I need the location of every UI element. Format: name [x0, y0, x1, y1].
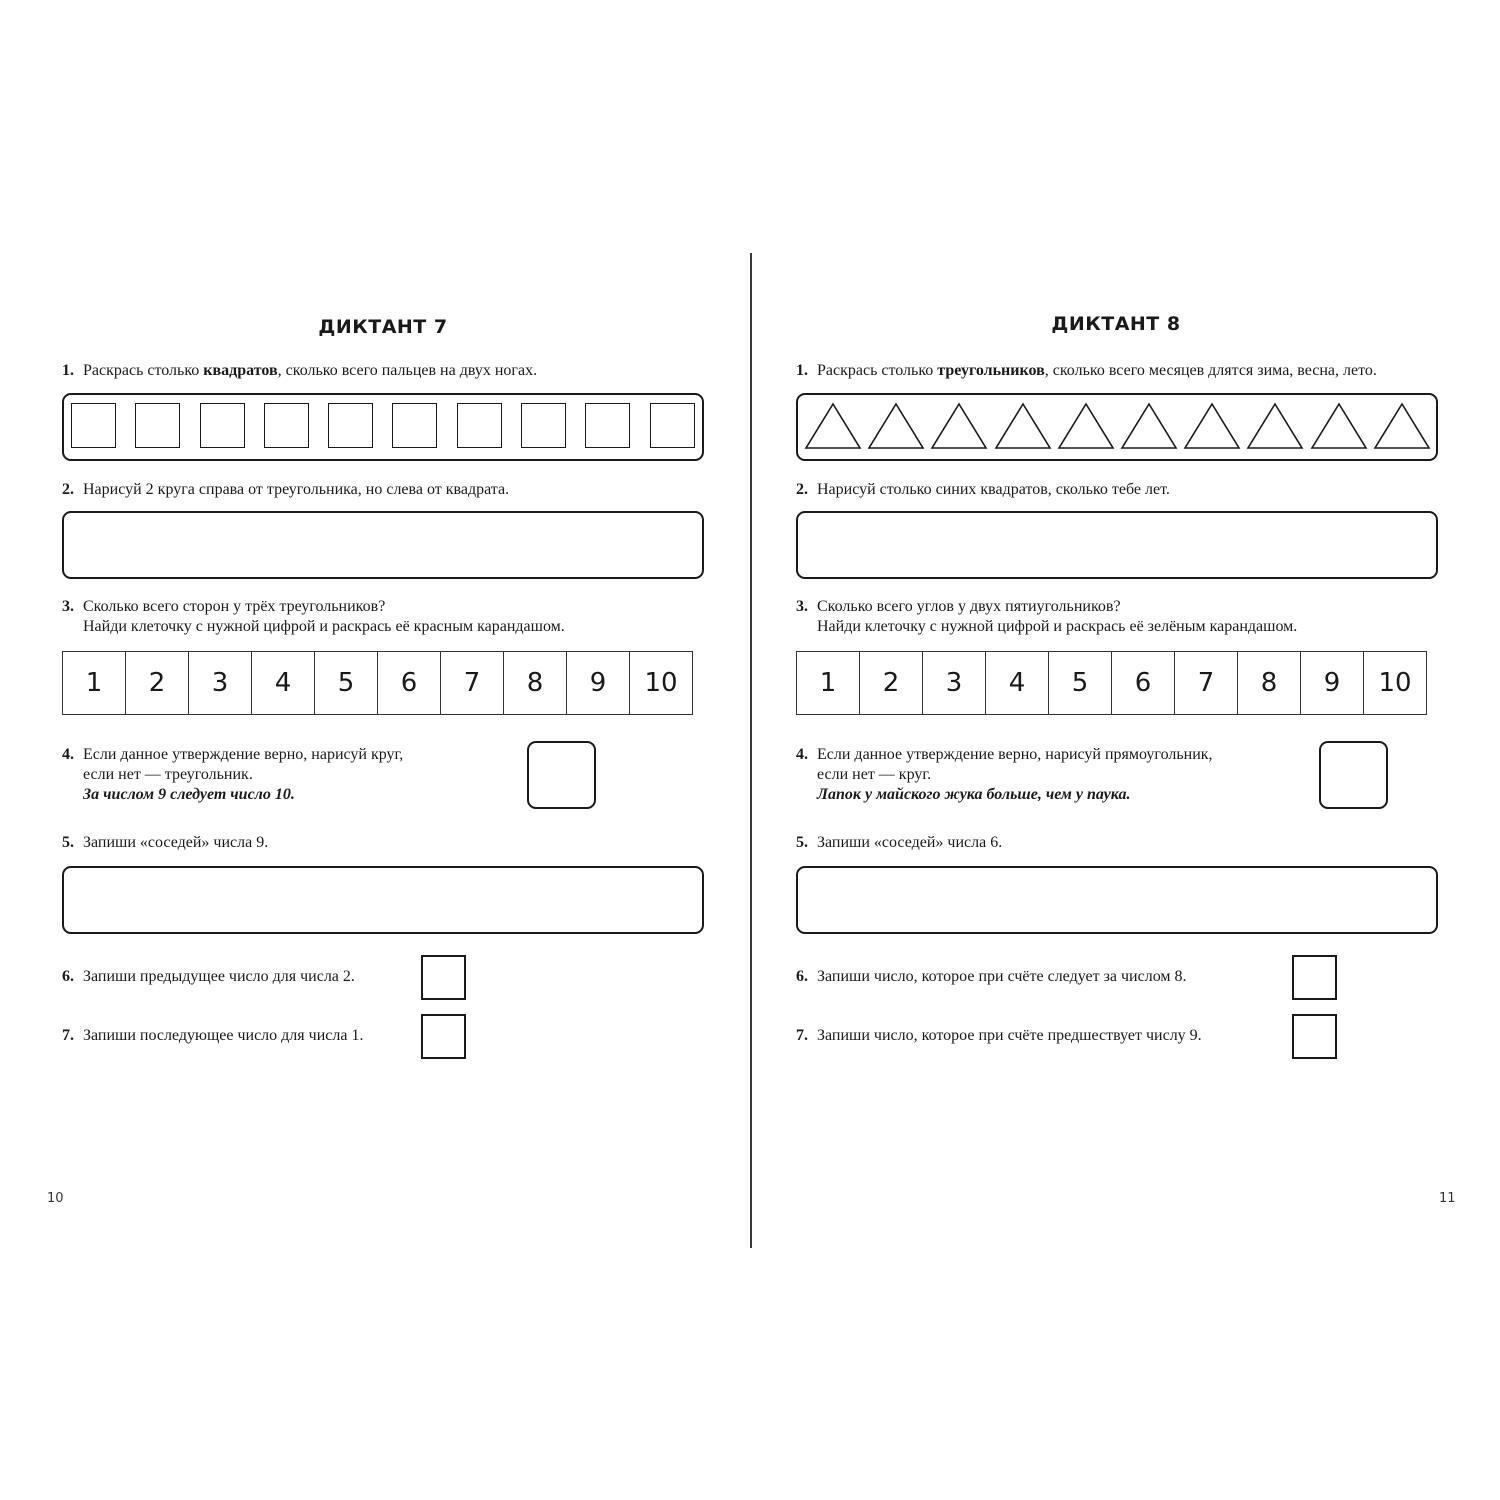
left-q1-text-pre: Раскрась столько — [83, 362, 204, 379]
left-q4-number: 4. — [62, 746, 74, 763]
number-cell[interactable]: 6 — [1112, 652, 1175, 714]
left-q6-answer-box[interactable] — [421, 955, 466, 1000]
left-q2-answer-box[interactable] — [62, 511, 704, 579]
left-q1-squares — [71, 403, 695, 448]
left-q6-text: Запиши предыдущее число для числа 2. — [83, 968, 355, 985]
left-q6 — [62, 967, 355, 987]
page-divider — [750, 253, 752, 1248]
right-q2 — [796, 480, 1170, 500]
number-cell[interactable]: 10 — [630, 652, 693, 714]
colorable-square[interactable] — [650, 403, 695, 448]
colorable-square[interactable] — [457, 403, 502, 448]
colorable-triangle[interactable] — [994, 402, 1052, 450]
left-q4-statement: За числом 9 следует число 10. — [83, 786, 295, 803]
colorable-triangle[interactable] — [1246, 402, 1304, 450]
left-q2 — [62, 480, 509, 500]
colorable-square[interactable] — [264, 403, 309, 448]
right-q1-text-bold: треугольников — [937, 362, 1045, 379]
right-q1-number: 1. — [796, 362, 808, 379]
colorable-square[interactable] — [135, 403, 180, 448]
right-q1-triangles — [804, 402, 1431, 450]
left-q3-line1: Сколько всего сторон у трёх треугольников? — [83, 598, 386, 615]
left-q3-number-strip — [62, 651, 693, 715]
colorable-square[interactable] — [392, 403, 437, 448]
left-q1-number: 1. — [62, 362, 74, 379]
right-q5-answer-box[interactable] — [796, 866, 1438, 934]
colorable-triangle[interactable] — [1120, 402, 1178, 450]
left-q7-text: Запиши последующее число для числа 1. — [83, 1027, 364, 1044]
right-page-title: ДИКТАНТ 8 — [1051, 313, 1181, 335]
right-q2-text: Нарисуй столько синих квадратов, сколько тебе лет. — [817, 481, 1170, 498]
number-cell[interactable]: 6 — [378, 652, 441, 714]
right-q7-answer-box[interactable] — [1292, 1014, 1337, 1059]
left-q7-number: 7. — [62, 1027, 74, 1044]
right-q6-number: 6. — [796, 968, 808, 985]
left-page-title: ДИКТАНТ 7 — [318, 316, 448, 338]
number-cell[interactable]: 2 — [126, 652, 189, 714]
right-q4 — [796, 745, 1213, 805]
left-q6-number: 6. — [62, 968, 74, 985]
left-page-number: 10 — [47, 1191, 64, 1206]
left-q4 — [62, 745, 403, 805]
colorable-triangle[interactable] — [1373, 402, 1431, 450]
left-q5-number: 5. — [62, 834, 74, 851]
right-q5-text: Запиши «соседей» числа 6. — [817, 834, 1003, 851]
left-q7 — [62, 1026, 363, 1046]
number-cell[interactable]: 4 — [252, 652, 315, 714]
right-q4-number: 4. — [796, 746, 808, 763]
right-q3 — [796, 597, 1297, 637]
right-q4-answer-box[interactable] — [1319, 741, 1388, 809]
right-q5 — [796, 833, 1002, 853]
right-q3-line1: Сколько всего углов у двух пятиугольников? — [817, 598, 1121, 615]
right-q4-line1: Если данное утверждение верно, нарисуй прямоугольник, — [817, 746, 1213, 763]
left-q5 — [62, 833, 268, 853]
right-q7-number: 7. — [796, 1027, 808, 1044]
right-q1 — [796, 361, 1377, 381]
right-q4-statement: Лапок у майского жука больше, чем у паука. — [817, 786, 1131, 803]
left-q3-number: 3. — [62, 598, 74, 615]
left-q2-text: Нарисуй 2 круга справа от треугольника, но слева от квадрата. — [83, 481, 510, 498]
colorable-triangle[interactable] — [804, 402, 862, 450]
colorable-square[interactable] — [200, 403, 245, 448]
colorable-triangle[interactable] — [1183, 402, 1241, 450]
number-cell[interactable]: 10 — [1364, 652, 1427, 714]
right-q6 — [796, 967, 1187, 987]
right-q3-number: 3. — [796, 598, 808, 615]
number-cell[interactable]: 7 — [1175, 652, 1238, 714]
left-q5-answer-box[interactable] — [62, 866, 704, 934]
right-q6-text: Запиши число, которое при счёте следует за числом 8. — [817, 968, 1187, 985]
left-q3 — [62, 597, 565, 637]
colorable-triangle[interactable] — [1310, 402, 1368, 450]
right-q6-answer-box[interactable] — [1292, 955, 1337, 1000]
number-cell[interactable]: 4 — [986, 652, 1049, 714]
colorable-square[interactable] — [585, 403, 630, 448]
number-cell[interactable]: 8 — [1238, 652, 1301, 714]
colorable-triangle[interactable] — [1057, 402, 1115, 450]
left-q7-answer-box[interactable] — [421, 1014, 466, 1059]
left-q1-text-post: , сколько всего пальцев на двух ногах. — [277, 362, 538, 379]
right-q2-number: 2. — [796, 481, 808, 498]
number-cell[interactable]: 8 — [504, 652, 567, 714]
right-q7-text: Запиши число, которое при счёте предшествует числу 9. — [817, 1027, 1202, 1044]
colorable-square[interactable] — [71, 403, 116, 448]
right-page-number: 11 — [1439, 1191, 1456, 1206]
right-q4-line2: если нет — круг. — [817, 766, 932, 783]
number-cell[interactable]: 1 — [63, 652, 126, 714]
colorable-triangle[interactable] — [930, 402, 988, 450]
left-q4-line1: Если данное утверждение верно, нарисуй круг, — [83, 746, 404, 763]
number-cell[interactable]: 5 — [315, 652, 378, 714]
number-cell[interactable]: 1 — [797, 652, 860, 714]
right-q3-number-strip — [796, 651, 1427, 715]
colorable-square[interactable] — [328, 403, 373, 448]
right-q2-answer-box[interactable] — [796, 511, 1438, 579]
left-q1 — [62, 361, 537, 381]
right-q3-line2: Найди клеточку с нужной цифрой и раскрась её зелёным карандашом. — [817, 618, 1298, 635]
number-cell[interactable]: 7 — [441, 652, 504, 714]
right-q7 — [796, 1026, 1202, 1046]
number-cell[interactable]: 5 — [1049, 652, 1112, 714]
number-cell[interactable]: 9 — [567, 652, 630, 714]
right-q1-text-post: , сколько всего месяцев длятся зима, весна, лето. — [1044, 362, 1377, 379]
left-q2-number: 2. — [62, 481, 74, 498]
number-cell[interactable]: 3 — [923, 652, 986, 714]
left-q3-line2: Найди клеточку с нужной цифрой и раскрась её красным карандашом. — [83, 618, 565, 635]
right-q1-text-pre: Раскрась столько — [817, 362, 938, 379]
colorable-square[interactable] — [521, 403, 566, 448]
left-q1-text-bold: квадратов — [203, 362, 278, 379]
number-cell[interactable]: 3 — [189, 652, 252, 714]
left-q4-answer-box[interactable] — [527, 741, 596, 809]
left-q4-line2: если нет — треугольник. — [83, 766, 253, 783]
number-cell[interactable]: 2 — [860, 652, 923, 714]
right-q5-number: 5. — [796, 834, 808, 851]
left-q5-text: Запиши «соседей» числа 9. — [83, 834, 269, 851]
number-cell[interactable]: 9 — [1301, 652, 1364, 714]
colorable-triangle[interactable] — [867, 402, 925, 450]
